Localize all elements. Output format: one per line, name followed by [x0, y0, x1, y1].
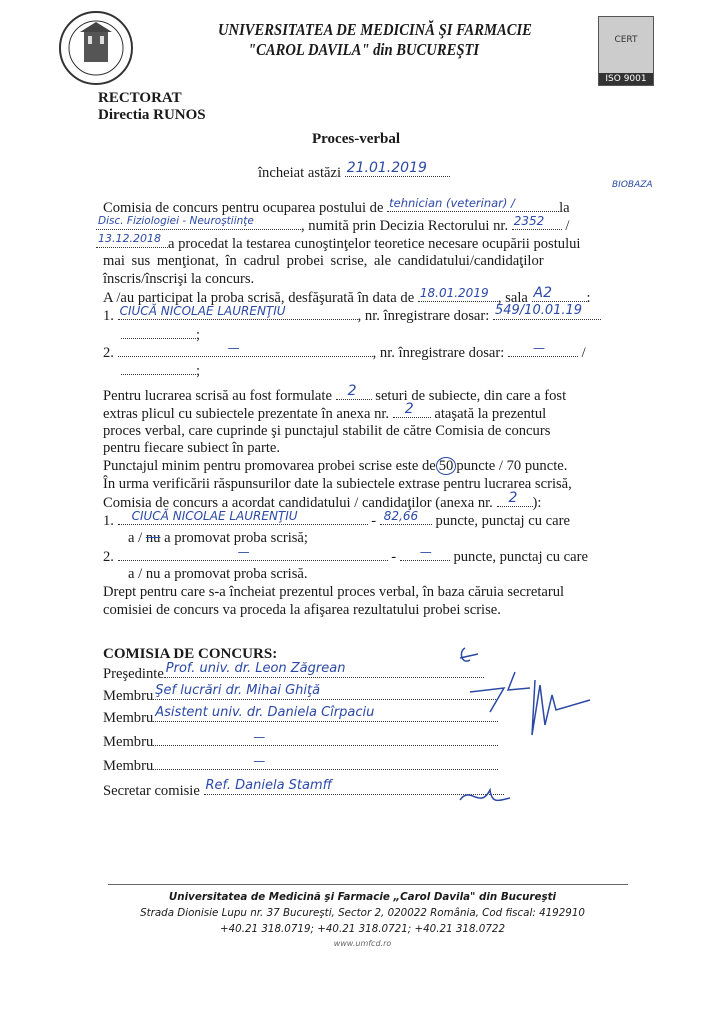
decision-no: 2352 — [513, 214, 545, 228]
university-name-line1: UNIVERSITATEA DE MEDICINĂ ŞI FARMACIE — [218, 20, 532, 39]
text: seturi de subiecte, din care a fost — [375, 388, 567, 404]
text: comisiei de concurs va proceda la afişarea rezultatului probei scrise. — [103, 602, 501, 618]
annex1-field — [393, 401, 431, 418]
member-name: Asistent univ. dr. Daniela Cîrpaciu — [155, 705, 375, 720]
text: Drept pentru care s-a încheiat prezentul proces verbal, în baza căruia secretarul — [103, 584, 565, 600]
text: a / nu a promovat proba scrisă. — [128, 566, 308, 582]
text: Punctajul minim pentru promovarea probei scrise este de — [103, 458, 436, 474]
text: a / — [128, 530, 143, 546]
text: Pentru lucrarea scrisă au fost formulate — [103, 388, 332, 404]
cert-label: CERT — [614, 35, 638, 45]
line-discipline: Disc. Fiziologiei - Neuroştiinţe , numită prin Decizia Rectorului nr. 2352 / — [98, 214, 570, 234]
text: la — [559, 200, 570, 216]
text: , nr. înregistrare dosar: — [372, 345, 505, 361]
dept-rectorat: RECTORAT — [98, 90, 182, 106]
room: A2 — [533, 285, 553, 301]
result-1-row: 1. CIUCĂ NICOLAE LAURENŢIU - 82,66 puncte, punctaj cu care — [103, 509, 570, 529]
concluded-date: 21.01.2019 — [346, 160, 427, 176]
res1-name-field — [118, 511, 368, 525]
text: 2. — [103, 549, 114, 565]
footer-line2: Strada Dionisie Lupu nr. 37 Bucureşti, Sector 2, 020022 România, Cod fiscal: 4192910 — [140, 907, 585, 919]
decision-no-field — [512, 216, 562, 230]
exam-date-field — [418, 288, 498, 302]
struck-option: nu — [145, 530, 161, 546]
footer-line3: +40.21 318.0719; +40.21 318.0721; +40.21 318.0722 — [219, 923, 505, 935]
text: A /au participat la proba scrisă, desfăşurată în data de — [103, 290, 415, 306]
cand1-name-field — [118, 306, 358, 320]
member-row — [103, 705, 498, 727]
member-row — [103, 661, 484, 683]
text: extras plicul cu subiectele prezentate în anexa nr. — [103, 406, 390, 422]
res1-score: 82,66 — [383, 509, 419, 523]
member-row — [103, 732, 498, 751]
university-name-line2: "CAROL DAVILA" din BUCUREŞTI — [248, 40, 480, 59]
cand2-reg-field — [508, 343, 578, 357]
dotted-field — [121, 361, 196, 375]
res2-name: — — [237, 545, 250, 559]
role: Secretar comisie — [103, 783, 200, 799]
discipline-field — [96, 216, 301, 230]
iso-label: ISO 9001 — [599, 73, 653, 85]
concluded-label: încheiat astăzi — [258, 165, 342, 181]
text: Comisia de concurs pentru ocuparea postului de — [103, 200, 384, 216]
text: 2. — [103, 345, 114, 361]
text: 1. — [103, 513, 114, 529]
cand1-reg-field — [493, 303, 601, 320]
role: Membru — [103, 710, 154, 726]
post-extra: BIOBAZA — [612, 180, 653, 190]
room-field — [532, 285, 587, 302]
role: Membru — [103, 688, 154, 704]
dotted-field — [121, 325, 196, 339]
concluded-line — [258, 160, 450, 182]
text: a promovat proba scrisă; — [164, 530, 308, 546]
member-name: Şef lucrări dr. Mihai Ghiţă — [155, 683, 321, 698]
document-title: Proces-verbal — [312, 131, 401, 147]
res1-score-field — [380, 511, 432, 525]
discipline-value: Disc. Fiziologiei - Neuroştiinţe — [98, 215, 254, 227]
res2-name-field — [118, 547, 388, 561]
text: pentru fiecare subiect în parte. — [103, 440, 281, 456]
text: ): — [532, 495, 542, 511]
footer-divider — [108, 884, 628, 885]
sets: 2 — [347, 383, 357, 399]
text: a procedat la testarea cunoştinţelor teoretice necesare ocupării postului — [168, 236, 581, 252]
min-score: 50 — [436, 457, 457, 475]
member-row — [103, 683, 498, 705]
sets-field — [336, 383, 372, 400]
decision-date-field — [96, 234, 168, 248]
footer-website[interactable]: www.umfcd.ro — [333, 939, 392, 948]
text: , numită prin Decizia Rectorului nr. — [301, 218, 509, 234]
text: ataşată la prezentul — [434, 406, 547, 422]
text: În urma verificării răspunsurilor date la subiectele extrase pentru lucrarea scrisă, — [103, 476, 572, 492]
text: Comisia de concurs a acordat candidatului / candidaţilor (anexa nr. — [103, 495, 493, 511]
cand1-name: CIUCĂ NICOLAE LAURENŢIU — [119, 304, 286, 318]
cand2-name-field — [118, 343, 373, 357]
res1-promo — [128, 529, 308, 547]
decision-date: 13.12.2018 — [98, 232, 161, 245]
annex2-field — [497, 490, 533, 507]
footer-line1: Universitatea de Medicină şi Farmacie „Carol Davila" din Bucureşti — [168, 891, 557, 903]
text: puncte, punctaj cu care — [453, 549, 588, 565]
annex2: 2 — [508, 490, 518, 506]
candidate-2-row: 2. — , nr. înregistrare dosar: — / — [103, 341, 586, 361]
dept-runos: Directia RUNOS — [98, 107, 206, 123]
line-sets — [103, 383, 567, 405]
res2-score-field — [400, 547, 450, 561]
member-name: — — [253, 730, 266, 744]
cand2-name: — — [227, 341, 240, 355]
text: 1. — [103, 308, 114, 324]
res2-score: — — [419, 545, 432, 559]
text: , nr. înregistrare dosar: — [357, 308, 490, 324]
cont-line: ; — [121, 361, 200, 380]
role: Membru — [103, 734, 154, 750]
post-field — [387, 198, 559, 212]
exam-date: 18.01.2019 — [419, 286, 489, 300]
annex1: 2 — [404, 401, 414, 417]
commission-heading: COMISIA DE CONCURS: — [103, 646, 278, 662]
member-field — [164, 661, 484, 678]
text: puncte / 70 puncte. — [456, 458, 568, 474]
university-seal-logo — [58, 10, 134, 86]
cand1-reg: 549/10.01.19 — [494, 303, 583, 318]
res1-name: CIUCĂ NICOLAE LAURENŢIU — [131, 509, 298, 523]
line-exam: A /au participat la proba scrisă, desfăşurată în data de 18.01.2019 , sala A2 : — [103, 285, 591, 306]
member-row — [103, 756, 498, 775]
concluded-date-field — [345, 160, 450, 177]
role: Membru — [103, 758, 154, 774]
result-2-row: 2. — - — puncte, punctaj cu care — [103, 545, 588, 565]
text: puncte, punctaj cu care — [435, 513, 570, 529]
member-name: Prof. univ. dr. Leon Zăgrean — [165, 661, 346, 676]
member-name: — — [253, 754, 266, 768]
signatures — [440, 640, 640, 820]
member-name: Ref. Daniela Stamff — [205, 778, 333, 793]
text: mai sus menţionat, în cadrul probei scrise, ale candidatului/candidaţilor — [103, 253, 544, 269]
line-min-score — [103, 457, 567, 475]
text: înscris/înscrişi la concurs. — [103, 271, 255, 287]
text: , sala — [497, 290, 528, 306]
text: proces verbal, care cuprinde şi punctajul stabilit de către Comisia de concurs — [103, 423, 551, 439]
post-value: tehnician (veterinar) / — [389, 196, 515, 210]
cont-line: ; — [121, 325, 200, 344]
line-annex — [103, 401, 547, 423]
cand2-reg: — — [532, 341, 545, 355]
candidate-1-row — [103, 303, 601, 325]
line-decision-date — [96, 234, 581, 253]
role: Preşedinte — [103, 666, 164, 682]
iso-certification-logo — [598, 16, 654, 86]
